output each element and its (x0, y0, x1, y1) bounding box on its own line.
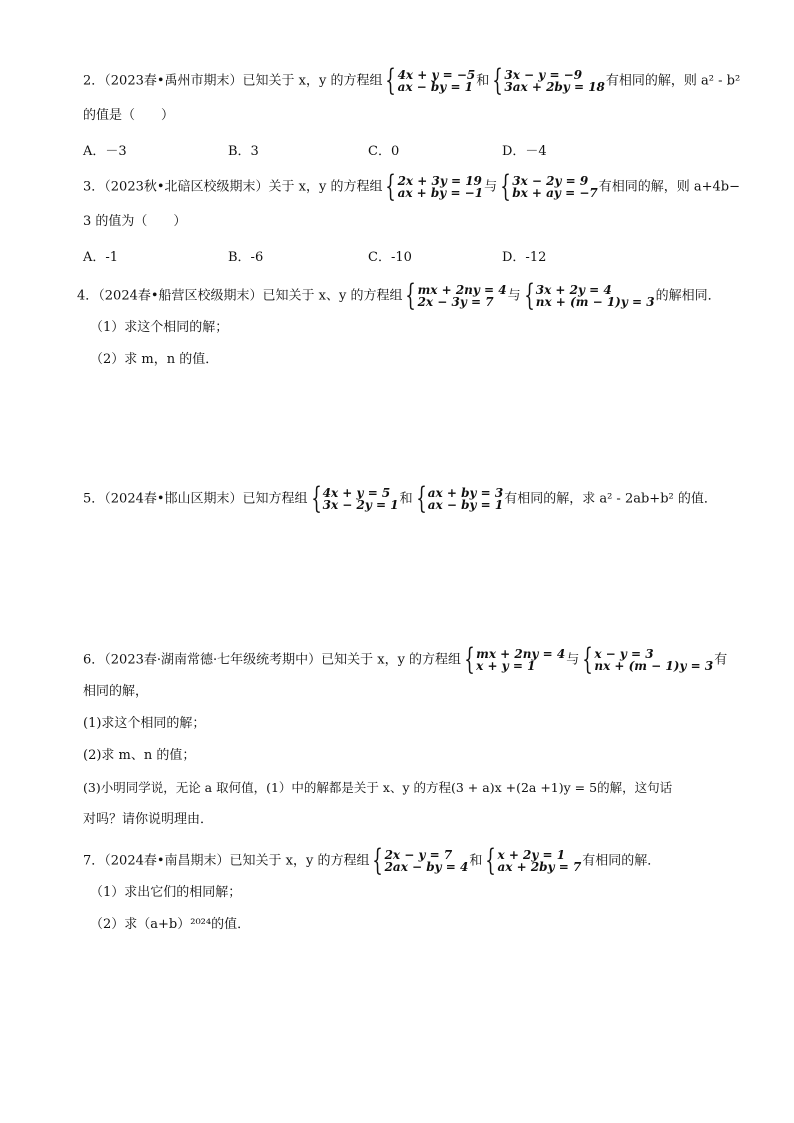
equation-system-1: { mx + 2ny = 4 2x − 3y = 7 (405, 278, 507, 313)
equation-line: 2x + 3y = 19 (397, 174, 482, 188)
equation-line: nx + (m − 1)y = 3 (535, 295, 655, 309)
equation-system-1: { mx + 2ny = 4 x + y = 1 (464, 642, 566, 677)
equation-line: mx + 2ny = 4 (476, 647, 566, 661)
question-6-sub1: (1)求这个相同的解； (83, 716, 206, 731)
equation-line: ax + by = −1 (397, 186, 484, 200)
option-a: A．－3 (83, 144, 127, 159)
question-7-sub2: （2）求（a+b）²⁰²⁴的值． (90, 917, 251, 932)
equation-line: 2x − 3y = 7 (417, 295, 494, 309)
option-a: A．-1 (83, 250, 119, 265)
question-6-prefix: 6．（2023春·湖南常德·七年级统考期中）已知关于 x，y 的方程组 (83, 652, 462, 668)
equation-line: 4x + y = −5 (397, 68, 476, 82)
question-4-sub1: （1）求这个相同的解； (90, 320, 229, 335)
connector-text: 和 (476, 73, 490, 89)
question-3-stem (83, 169, 740, 204)
equation-line: bx + ay = −7 (512, 186, 598, 200)
question-4-sub2: （2）求 m，n 的值． (90, 352, 219, 367)
equation-line: ax + 2by = 7 (497, 860, 582, 874)
equation-system-2: { 3x + 2y = 4 nx + (m − 1)y = 3 (523, 278, 655, 313)
question-7-stem (83, 843, 661, 878)
question-5-suffix: 有相同的解，求 a² - 2ab+b² 的值． (504, 491, 717, 507)
question-6-stem (83, 642, 728, 677)
equation-system-2: { x − y = 3 nx + (m − 1)y = 3 (582, 642, 714, 677)
equation-line: 3x − 2y = 9 (512, 174, 589, 188)
question-5-stem (83, 481, 717, 516)
connector-text: 与 (484, 179, 498, 195)
option-b: B．-6 (228, 250, 264, 265)
equation-line: ax − by = 1 (397, 80, 474, 94)
equation-line: 3x + 2y = 4 (535, 283, 612, 297)
equation-line: x + 2y = 1 (497, 848, 566, 862)
equation-system-1: { 4x + y = −5 ax − by = 1 (385, 63, 476, 98)
equation-line: x + y = 1 (476, 659, 536, 673)
question-6-sub3: (3)小明同学说，无论 a 取何值，(1）中的解都是关于 x、y 的方程(3 + a)x +(2a +1)y = 5的解，这句话 (83, 780, 673, 795)
equation-line: ax + by = 3 (427, 486, 504, 500)
equation-line: 3ax + 2by = 18 (504, 80, 605, 94)
equation-line: 2ax − by = 4 (384, 860, 469, 874)
connector-text: 和 (399, 491, 413, 507)
question-5-prefix: 5．（2024春•邯山区期末）已知方程组 (83, 491, 308, 507)
connector-text: 与 (507, 288, 521, 304)
equation-line: mx + 2ny = 4 (417, 283, 507, 297)
option-c: C．-10 (368, 250, 412, 265)
equation-line: ax − by = 1 (427, 498, 504, 512)
connector-text: 和 (469, 853, 483, 869)
option-d: D．－4 (502, 144, 547, 159)
equation-line: nx + (m − 1)y = 3 (594, 659, 714, 673)
equation-line: x − y = 3 (594, 647, 654, 661)
option-c: C．0 (368, 144, 400, 159)
equation-system-1: { 2x − y = 7 2ax − by = 4 (372, 843, 469, 878)
question-2-stem (83, 63, 741, 98)
question-2-suffix: 有相同的解，则 a² - b² (605, 73, 741, 89)
equation-line: 2x − y = 7 (384, 848, 453, 862)
equation-system-1: { 4x + y = 5 3x − 2y = 1 (310, 481, 399, 516)
connector-text: 与 (566, 652, 580, 668)
question-6-suffix: 有 (714, 652, 728, 668)
option-d: D．-12 (502, 250, 547, 265)
question-3-prefix: 3．（2023秋•北碚区校级期末）关于 x，y 的方程组 (83, 179, 383, 195)
question-6-sub2: (2)求 m、n 的值； (83, 748, 196, 763)
question-4-prefix: 4．（2024春•船营区校级期末）已知关于 x、y 的方程组 (77, 288, 403, 304)
question-4-suffix: 的解相同． (655, 288, 721, 304)
question-3-line2: 3 的值为（ ） (83, 214, 187, 229)
equation-system-2: { ax + by = 3 ax − by = 1 (415, 481, 504, 516)
question-4-stem (77, 278, 721, 313)
equation-system-2: { 3x − y = −9 3ax + 2by = 18 (492, 63, 605, 98)
equation-line: 4x + y = 5 (322, 486, 391, 500)
question-6-line2: 相同的解， (83, 684, 149, 699)
question-7-sub1: （1）求出它们的相同解； (90, 885, 242, 900)
question-7-prefix: 7．（2024春•南昌期末）已知关于 x，y 的方程组 (83, 853, 370, 869)
question-2-line2: 的值是（ ） (83, 108, 175, 123)
equation-line: 3x − 2y = 1 (322, 498, 399, 512)
question-6-sub3-cont: 对吗？请你说明理由． (83, 812, 214, 827)
option-b: B．3 (228, 144, 259, 159)
question-2-prefix: 2．（2023春•禹州市期末）已知关于 x，y 的方程组 (83, 73, 383, 89)
equation-line: 3x − y = −9 (504, 68, 583, 82)
question-3-suffix: 有相同的解，则 a+4b− (598, 179, 740, 195)
question-7-suffix: 有相同的解． (582, 853, 661, 869)
equation-system-2: { x + 2y = 1 ax + 2by = 7 (485, 843, 582, 878)
equation-system-1: { 2x + 3y = 19 ax + by = −1 (385, 169, 484, 204)
equation-system-2: { 3x − 2y = 9 bx + ay = −7 (500, 169, 598, 204)
